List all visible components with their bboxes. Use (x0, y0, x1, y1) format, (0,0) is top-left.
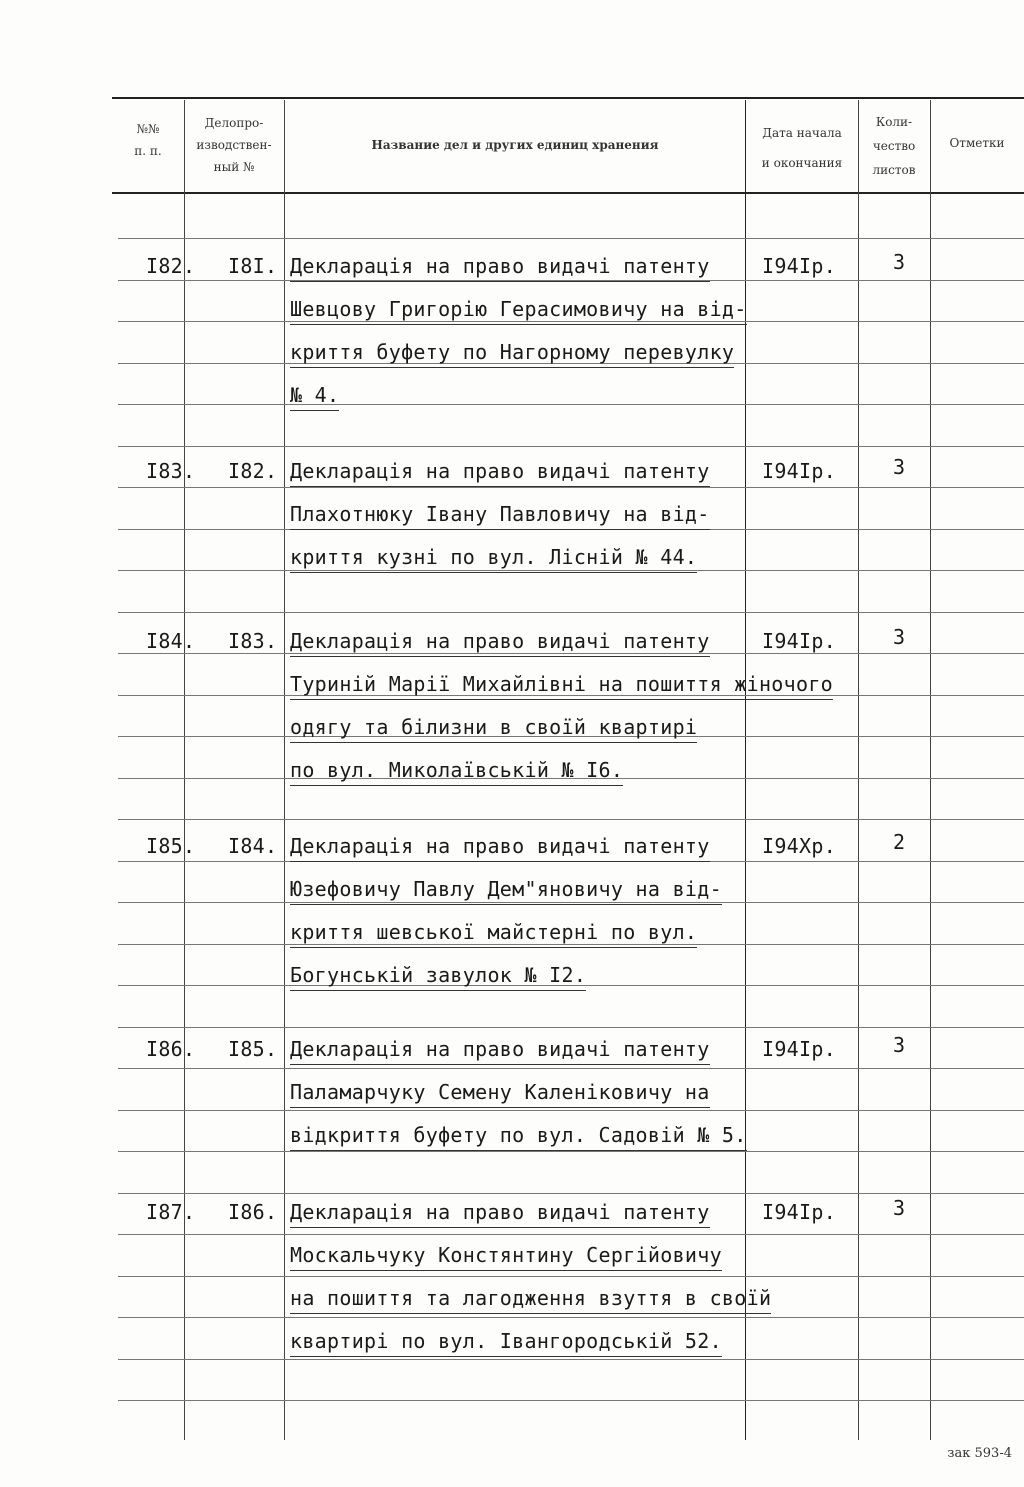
record-title-text: відкриття буфету по вул. Садовій № 5. (290, 1120, 747, 1151)
record-title-line (290, 375, 747, 418)
header-number-line: п. п. (134, 144, 162, 158)
ruled-line (118, 238, 1024, 239)
record-title-line (290, 1029, 747, 1072)
record-office-number: I8I. (228, 254, 278, 278)
record-title-text: Юзефовичу Павлу Дем"яновичу на від- (290, 874, 722, 905)
record-title (290, 621, 833, 793)
record-title-line (290, 621, 833, 664)
header-sheets-line: листов (872, 163, 916, 177)
record-date: I94Ip. (762, 1037, 837, 1061)
record-number: I82. (146, 254, 196, 278)
record-title-text: на пошиття та лагодження взуття в своїй (290, 1283, 771, 1314)
record-title-text: криття кузні по вул. Лісній № 44. (290, 542, 697, 573)
header-title: Название дел и других единиц хранения (371, 138, 659, 152)
record-title-text: Декларація на право видачі патенту (290, 626, 710, 657)
header-number (112, 118, 184, 162)
record-office-number: I86. (228, 1200, 278, 1224)
record-sheets: 3 (893, 250, 906, 274)
record-office-number: I82. (228, 459, 278, 483)
record-title-text: криття шевської майстерні по вул. (290, 917, 697, 948)
record-title-text: Декларація на право видачі патенту (290, 251, 710, 282)
record-title (290, 451, 710, 580)
header-notes: Отметки (949, 136, 1005, 150)
record-date: I94Ip. (762, 1200, 837, 1224)
ruled-line (118, 612, 1024, 613)
header-office-line: изводствен- (196, 138, 272, 152)
record-title-text: Декларація на право видачі патенту (290, 456, 710, 487)
record-sheets: 3 (893, 1033, 906, 1057)
record-date: I94Ip. (762, 629, 837, 653)
record-date: I94Ip. (762, 459, 837, 483)
header-sheets (860, 110, 928, 182)
record-title-text: Туриній Марії Михайлівні на пошиття жіночого (290, 669, 833, 700)
record-title-text: Декларація на право видачі патенту (290, 1197, 710, 1228)
record-title-line (290, 664, 833, 707)
ruled-line (118, 819, 1024, 820)
record-title-line (290, 826, 722, 869)
header-top-rule (112, 97, 1024, 99)
column-divider (858, 100, 859, 1440)
record-title-text: одягу та білизни в своїй квартирі (290, 712, 697, 743)
record-title-text: Декларація на право видачі патенту (290, 1034, 710, 1065)
record-title-line (290, 1192, 771, 1235)
record-title-line (290, 1115, 747, 1158)
record-sheets: 2 (893, 830, 906, 854)
column-divider (184, 100, 185, 1440)
record-title-line (290, 1321, 771, 1364)
record-sheets: 3 (893, 455, 906, 479)
record-number: I84. (146, 629, 196, 653)
record-title (290, 826, 722, 998)
record-date: I94Ip. (762, 254, 837, 278)
record-title-text: Шевцову Григорію Герасимовичу на від- (290, 294, 747, 325)
record-office-number: I84. (228, 834, 278, 858)
record-date: I94Xp. (762, 834, 837, 858)
ruled-line (118, 1400, 1024, 1401)
record-title-line (290, 1235, 771, 1278)
record-title-line (290, 1072, 747, 1115)
record-title-text: Плахотнюку Івану Павловичу на від- (290, 499, 710, 530)
record-number: I83. (146, 459, 196, 483)
header-bottom-rule (112, 192, 1024, 194)
order-footer: зак 593-4 (947, 1446, 1012, 1461)
header-number-line: №№ (136, 122, 160, 136)
record-title-line (290, 869, 722, 912)
record-sheets: 3 (893, 1196, 906, 1220)
record-number: I85. (146, 834, 196, 858)
record-title-line (290, 707, 833, 750)
header-dates (748, 118, 856, 178)
record-title-text: Богунській завулок № I2. (290, 960, 586, 991)
column-divider (284, 100, 285, 1440)
record-title-line (290, 537, 710, 580)
record-title-line (290, 1278, 771, 1321)
record-title (290, 1029, 747, 1158)
record-office-number: I85. (228, 1037, 278, 1061)
header-dates-line: и окончания (761, 156, 843, 170)
record-title-line (290, 912, 722, 955)
record-title (290, 1192, 771, 1364)
column-divider (930, 100, 931, 1440)
record-title-line (290, 750, 833, 793)
record-title (290, 246, 747, 418)
record-number: I86. (146, 1037, 196, 1061)
record-office-number: I83. (228, 629, 278, 653)
record-title-text: Декларація на право видачі патенту (290, 831, 710, 862)
record-number: I87. (146, 1200, 196, 1224)
record-title-line (290, 451, 710, 494)
record-title-line (290, 494, 710, 537)
header-office-number (186, 112, 282, 178)
ruled-line (118, 446, 1024, 447)
record-title-text: № 4. (290, 380, 339, 411)
record-title-text: по вул. Миколаївській № I6. (290, 755, 623, 786)
ruled-line (118, 1027, 1024, 1028)
header-office-line: Делопро- (204, 116, 264, 130)
header-office-line: ный № (213, 160, 255, 174)
record-title-line (290, 246, 747, 289)
header-sheets-line: Коли- (875, 115, 913, 129)
header-dates-line: Дата начала (762, 126, 842, 140)
record-title-text: Паламарчуку Семену Каленіковичу на (290, 1077, 710, 1108)
record-title-text: квартирі по вул. Івангородській 52. (290, 1326, 722, 1357)
record-title-line (290, 289, 747, 332)
record-title-line (290, 332, 747, 375)
header-sheets-line: чество (872, 139, 916, 153)
record-sheets: 3 (893, 625, 906, 649)
record-title-line (290, 955, 722, 998)
record-title-text: криття буфету по Нагорному перевулку (290, 337, 734, 368)
record-title-text: Москальчуку Констянтину Сергійовичу (290, 1240, 722, 1271)
